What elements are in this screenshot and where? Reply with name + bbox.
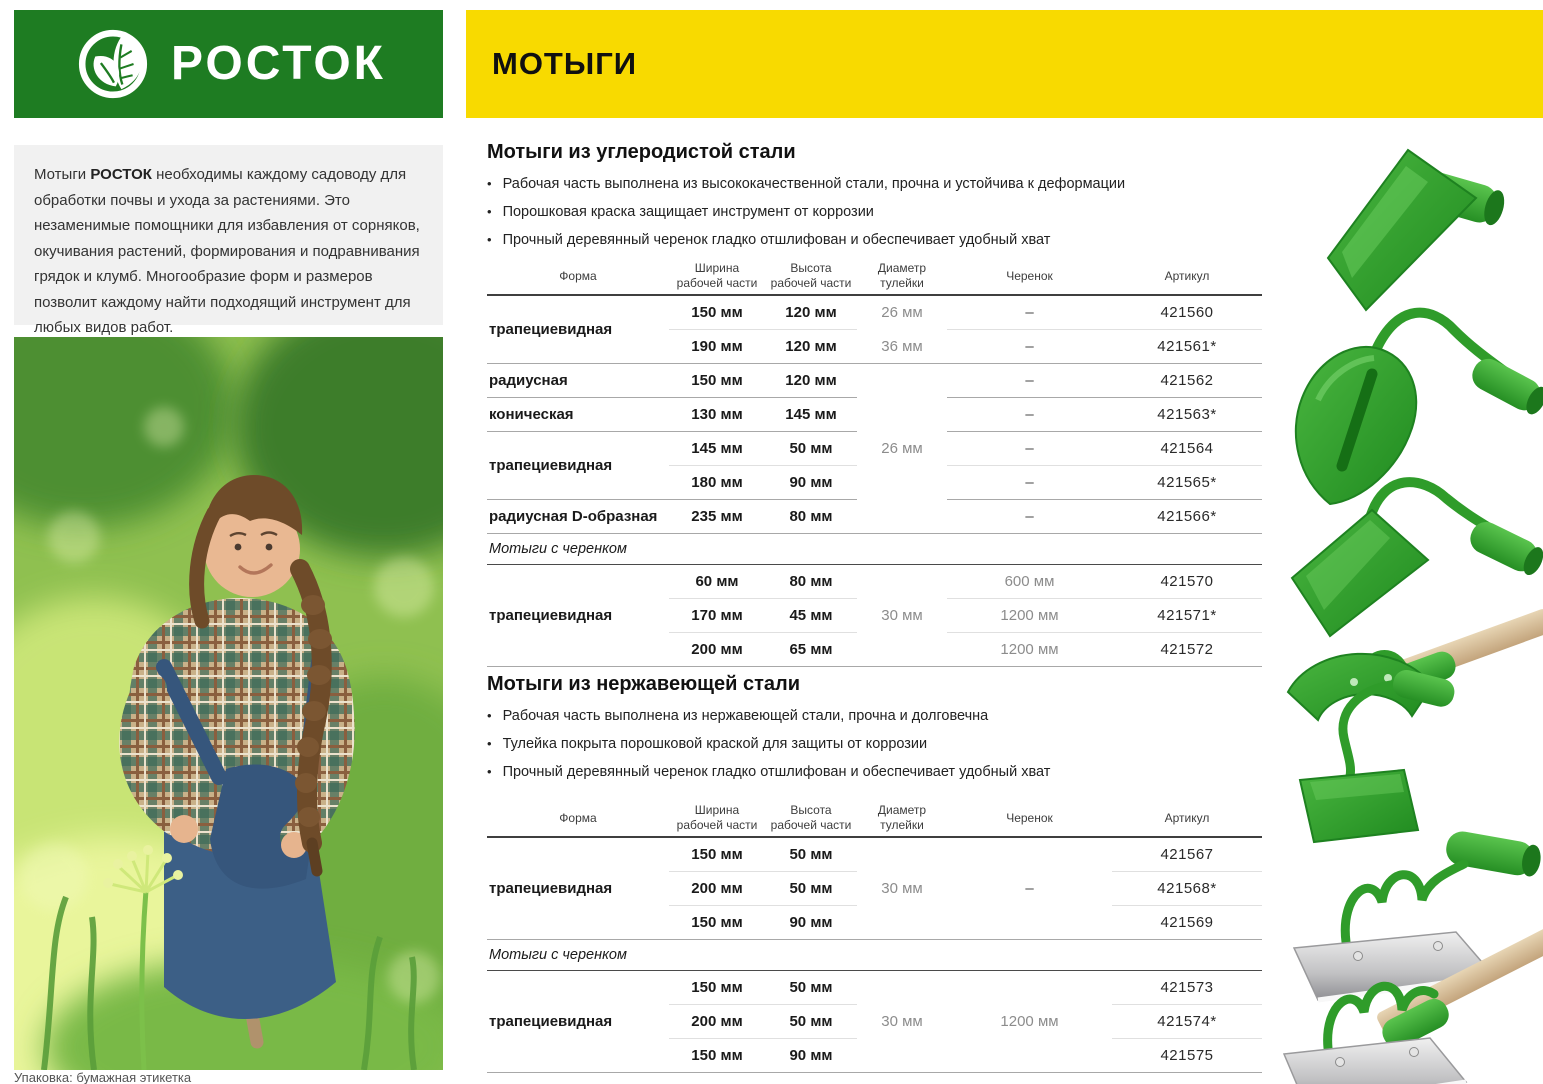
column-header: Диаметр тулейки (857, 800, 947, 837)
table-row (487, 364, 1262, 398)
table-cell: 421572 (1112, 633, 1262, 667)
table-cell: 170 мм (669, 599, 765, 633)
table-cell: 421570 (1112, 565, 1262, 599)
table-cell: 421565* (1112, 466, 1262, 500)
table-cell: 120 мм (765, 295, 857, 330)
table-cell: 120 мм (765, 330, 857, 364)
feature-item (487, 198, 1269, 226)
subsection-label: Мотыги с черенком (487, 534, 1262, 565)
trapezoid-neck-hoe (1292, 482, 1543, 636)
table-row (487, 837, 1262, 872)
table-cell: – (947, 330, 1112, 364)
column-header: Ширина рабочей части (669, 800, 765, 837)
column-header: Черенок (947, 258, 1112, 295)
table-cell: 600 мм (947, 565, 1112, 599)
intro-brand: РОСТОК (90, 166, 152, 183)
bullet-icon: • (487, 736, 492, 751)
table-cell: 90 мм (765, 1039, 857, 1073)
table-cell: – (947, 500, 1112, 534)
table-cell: 50 мм (765, 432, 857, 466)
table-cell: 145 мм (765, 398, 857, 432)
table-cell: 150 мм (669, 364, 765, 398)
table-cell: 150 мм (669, 295, 765, 330)
product-images-column (1280, 140, 1543, 1084)
table-cell: 36 мм (857, 330, 947, 364)
feature-item (487, 702, 1269, 730)
table-cell: 150 мм (669, 906, 765, 940)
column-header: Высота рабочей части (765, 800, 857, 837)
gardener-photo (14, 337, 443, 1070)
bullet-icon: • (487, 764, 492, 779)
table-cell: 421566* (1112, 500, 1262, 534)
table-cell: 421561* (1112, 330, 1262, 364)
table-cell: 50 мм (765, 837, 857, 872)
brand-logo-box (14, 10, 443, 118)
feature-item (487, 730, 1269, 758)
bullet-icon: • (487, 232, 492, 247)
table-cell: 130 мм (669, 398, 765, 432)
table-cell: 1200 мм (947, 971, 1112, 1073)
table-cell: трапециевидная (487, 432, 669, 500)
table-cell: трапециевидная (487, 295, 669, 364)
table-cell: 150 мм (669, 1039, 765, 1073)
table-cell: 145 мм (669, 432, 765, 466)
table-cell: 80 мм (765, 565, 857, 599)
feature-text: Прочный деревянный черенок гладко отшлифован и обеспечивает удобный хват (502, 764, 1051, 780)
leaf-circle-icon (71, 22, 155, 106)
subsection-label: Мотыги с черенком (487, 940, 1262, 971)
table-cell: 30 мм (857, 971, 947, 1073)
feature-text: Рабочая часть выполнена из нержавеющей стали, прочна и долговечна (502, 708, 989, 724)
intro-rest: необходимы каждому садоводу для обработки почвы и ухода за растениями. Это незаменимые помощники для избавления от сорняков, окучивания растений, формирования и подравнивания грядок и клумб. Многообразие форм и размеров позволит каждому найти подходящий инструмент для любых видов работ. (34, 166, 420, 336)
product-section (487, 672, 1269, 1073)
category-banner (466, 10, 1543, 118)
table-cell: трапециевидная (487, 565, 669, 667)
spec-table (487, 800, 1262, 1073)
spec-table (487, 258, 1262, 667)
bullet-icon: • (487, 708, 492, 723)
brand-name: РОСТОК (171, 37, 386, 90)
table-cell: трапециевидная (487, 971, 669, 1073)
table-cell: 150 мм (669, 971, 765, 1005)
trapezoid-hoe (1328, 150, 1508, 310)
table-cell: 421563* (1112, 398, 1262, 432)
category-title: МОТЫГИ (492, 46, 638, 81)
packaging-note: Упаковка: бумажная этикетка (14, 1070, 192, 1084)
radius-hoe (1296, 313, 1543, 504)
table-cell: 180 мм (669, 466, 765, 500)
feature-list (487, 170, 1269, 254)
column-header: Форма (487, 258, 669, 295)
table-cell: 200 мм (669, 1005, 765, 1039)
table-cell: 90 мм (765, 466, 857, 500)
table-cell: 120 мм (765, 364, 857, 398)
table-cell: 150 мм (669, 837, 765, 872)
table-row (487, 295, 1262, 330)
table-cell: 421567 (1112, 837, 1262, 872)
intro-box (14, 145, 443, 336)
table-cell: радиусная D-образная (487, 500, 669, 534)
table-cell: 1200 мм (947, 633, 1112, 667)
feature-list (487, 702, 1269, 786)
feature-text: Прочный деревянный черенок гладко отшлифован и обеспечивает удобный хват (502, 232, 1051, 248)
table-cell: 45 мм (765, 599, 857, 633)
section-title: Мотыги из нержавеющей стали (487, 673, 801, 695)
table-row (487, 971, 1262, 1005)
column-header: Ширина рабочей части (669, 258, 765, 295)
table-cell: 60 мм (669, 565, 765, 599)
table-cell: 421574* (1112, 1005, 1262, 1039)
table-cell: 200 мм (669, 872, 765, 906)
table-cell: 65 мм (765, 633, 857, 667)
table-row (487, 940, 1262, 971)
table-cell: 50 мм (765, 971, 857, 1005)
feature-item (487, 758, 1269, 786)
table-cell: 190 мм (669, 330, 765, 364)
table-cell: 421560 (1112, 295, 1262, 330)
table-cell: – (947, 837, 1112, 940)
table-cell: 80 мм (765, 500, 857, 534)
column-header: Диаметр тулейки (857, 258, 947, 295)
table-cell: 235 мм (669, 500, 765, 534)
feature-item (487, 170, 1269, 198)
header-row (487, 258, 1262, 295)
product-section (487, 140, 1269, 667)
table-cell: 50 мм (765, 872, 857, 906)
table-cell: – (947, 466, 1112, 500)
feature-text: Тулейка покрыта порошковой краской для защиты от коррозии (502, 736, 928, 752)
table-cell: 421568* (1112, 872, 1262, 906)
table-cell: коническая (487, 398, 669, 432)
table-cell: трапециевидная (487, 837, 669, 940)
feature-text: Порошковая краска защищает инструмент от коррозии (502, 204, 874, 220)
table-cell: 421564 (1112, 432, 1262, 466)
table-cell: 26 мм (857, 364, 947, 534)
table-cell: – (947, 432, 1112, 466)
table-cell: 50 мм (765, 1005, 857, 1039)
bullet-icon: • (487, 204, 492, 219)
table-cell: 421575 (1112, 1039, 1262, 1073)
table-cell: 421569 (1112, 906, 1262, 940)
table-cell: – (947, 364, 1112, 398)
table-cell: радиусная (487, 364, 669, 398)
table-cell: – (947, 295, 1112, 330)
table-cell: 421562 (1112, 364, 1262, 398)
table-cell: 90 мм (765, 906, 857, 940)
column-header: Черенок (947, 800, 1112, 837)
table-cell: 30 мм (857, 565, 947, 667)
table-cell: 421571* (1112, 599, 1262, 633)
table-cell: 200 мм (669, 633, 765, 667)
table-row (487, 565, 1262, 599)
intro-prefix: Мотыги (34, 166, 91, 183)
table-cell: 1200 мм (947, 599, 1112, 633)
column-header: Высота рабочей части (765, 258, 857, 295)
table-cell: 421573 (1112, 971, 1262, 1005)
table-cell: – (947, 398, 1112, 432)
table-row (487, 534, 1262, 565)
column-header: Форма (487, 800, 669, 837)
header-row (487, 800, 1262, 837)
column-header: Артикул (1112, 800, 1262, 837)
section-title: Мотыги из углеродистой стали (487, 141, 796, 163)
feature-item (487, 226, 1269, 254)
bullet-icon: • (487, 176, 492, 191)
feature-text: Рабочая часть выполнена из высококачественной стали, прочна и устойчива к деформации (502, 176, 1126, 192)
table-cell: 30 мм (857, 837, 947, 940)
table-cell: 26 мм (881, 304, 923, 322)
column-header: Артикул (1112, 258, 1262, 295)
